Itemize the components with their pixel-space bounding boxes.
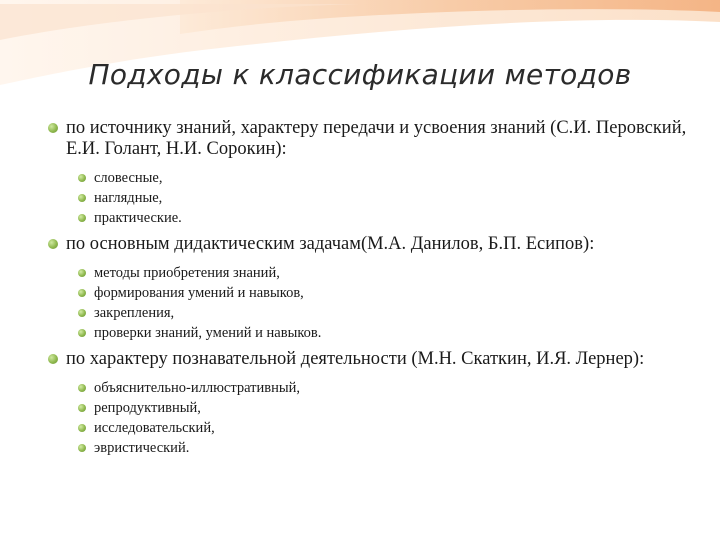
bullet-icon bbox=[78, 424, 86, 432]
list-item-text: наглядные, bbox=[94, 190, 163, 206]
section-cognitive-activity bbox=[48, 349, 698, 458]
list-item bbox=[78, 168, 698, 188]
section-didactic-tasks bbox=[48, 234, 698, 343]
list-item-text: объяснительно-иллюстративный, bbox=[94, 380, 301, 396]
sub-list bbox=[78, 378, 698, 458]
content-area bbox=[48, 118, 698, 464]
list-item bbox=[78, 323, 698, 343]
list-item bbox=[78, 208, 698, 228]
list-item bbox=[78, 188, 698, 208]
bullet-icon bbox=[78, 289, 86, 297]
bullet-icon bbox=[78, 214, 86, 222]
section-text: по основным дидактическим задачам(М.А. Данилов, Б.П. Есипов): bbox=[66, 234, 595, 254]
list-item-text: эвристический. bbox=[94, 440, 190, 456]
list-item bbox=[78, 378, 698, 398]
bullet-icon bbox=[48, 123, 58, 133]
section-text: по характеру познавательной деятельности (М.Н. Скаткин, И.Я. Лернер): bbox=[66, 349, 645, 369]
bullet-icon bbox=[78, 269, 86, 277]
list-item bbox=[78, 438, 698, 458]
list-item-text: проверки знаний, умений и навыков. bbox=[94, 325, 322, 341]
list-item-text: исследовательский, bbox=[94, 420, 215, 436]
list-item-text: словесные, bbox=[94, 170, 163, 186]
bullet-icon bbox=[78, 309, 86, 317]
bullet-icon bbox=[48, 239, 58, 249]
list-item bbox=[78, 263, 698, 283]
list-item bbox=[78, 398, 698, 418]
list-item bbox=[78, 303, 698, 323]
bullet-icon bbox=[78, 329, 86, 337]
list-item bbox=[78, 283, 698, 303]
section-source-of-knowledge bbox=[48, 118, 698, 228]
list-item-text: формирования умений и навыков, bbox=[94, 285, 304, 301]
header-decoration bbox=[0, 0, 720, 110]
slide-title: Подходы к классификации методов bbox=[88, 58, 632, 91]
bullet-list bbox=[48, 118, 698, 458]
bullet-icon bbox=[48, 354, 58, 364]
list-item-text: методы приобретения знаний, bbox=[94, 265, 280, 281]
sub-list bbox=[78, 168, 698, 228]
bullet-icon bbox=[78, 404, 86, 412]
bullet-icon bbox=[78, 174, 86, 182]
bullet-icon bbox=[78, 384, 86, 392]
sub-list bbox=[78, 263, 698, 343]
list-item-text: закрепления, bbox=[94, 305, 175, 321]
section-text: по источнику знаний, характеру передачи и усвоения знаний (С.И. Перовский, Е.И. Голант, Н.И. Сорокин): bbox=[66, 118, 687, 159]
bullet-icon bbox=[78, 444, 86, 452]
list-item bbox=[78, 418, 698, 438]
bullet-icon bbox=[78, 194, 86, 202]
list-item-text: практические. bbox=[94, 210, 182, 226]
list-item-text: репродуктивный, bbox=[94, 400, 201, 416]
